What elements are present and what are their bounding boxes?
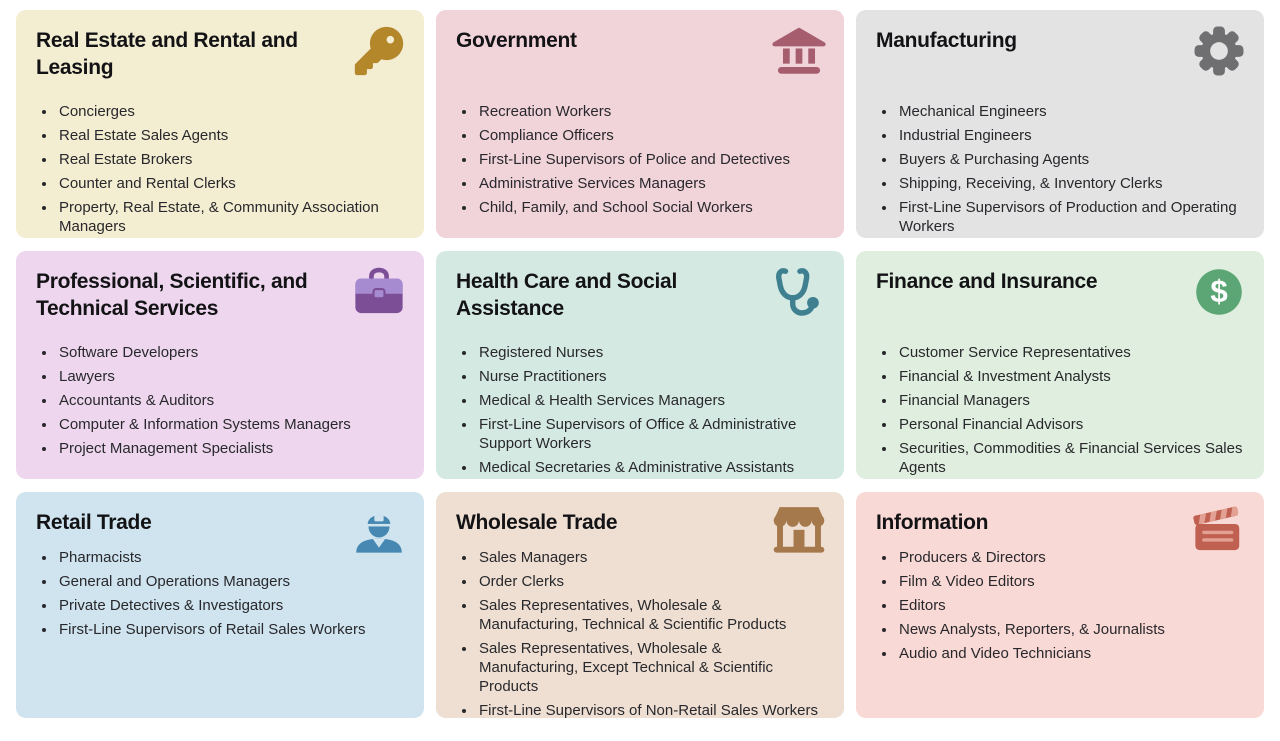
card-title: Professional, Scientific, and Technical Services [36,270,308,320]
occupation-item: • Customer Service Representatives [897,343,1244,362]
occupation-item: • Project Management Specialists [57,439,404,458]
occupation-list [36,548,404,639]
occupation-list [36,343,404,458]
occupation-list [456,343,824,477]
occupation-item: • Editors [897,596,1244,615]
occupation-item: • Real Estate Brokers [57,150,404,169]
occupation-list [36,102,404,236]
occupation-item: • Industrial Engineers [897,126,1244,145]
occupation-item: • Medical Secretaries & Administrative Assistants [477,458,824,477]
occupation-item: • Financial & Investment Analysts [897,367,1244,386]
clapperboard-icon [1192,502,1246,556]
card-header [36,269,404,331]
card-header [36,510,404,537]
card-header [876,269,1244,331]
card-information [856,492,1264,718]
card-professional-services [16,251,424,479]
occupation-item: • Computer & Information Systems Managers [57,415,404,434]
card-header [456,28,824,90]
card-health-care [436,251,844,479]
occupation-item: • First-Line Supervisors of Office & Administrative Support Workers [477,415,824,453]
card-header [876,510,1244,537]
occupation-item: • Concierges [57,102,404,121]
card-finance [856,251,1264,479]
card-manufacturing [856,10,1264,238]
card-title: Manufacturing [876,29,1017,52]
occupation-item: • First-Line Supervisors of Police and Detectives [477,150,824,169]
key-icon [352,24,406,78]
briefcase-icon [352,265,406,319]
occupation-item: • Order Clerks [477,572,824,591]
occupation-item: • Sales Managers [477,548,824,567]
card-header [36,28,404,90]
occupation-item: • Sales Representatives, Wholesale & Manufacturing, Technical & Scientific Products [477,596,824,634]
occupation-item: • First-Line Supervisors of Non-Retail Sales Workers [477,701,824,718]
occupation-item: • First-Line Supervisors of Retail Sales Workers [57,620,404,639]
occupation-list [456,548,824,718]
svg-text:$: $ [1210,274,1228,310]
card-retail-trade [16,492,424,718]
occupation-item: • News Analysts, Reporters, & Journalists [897,620,1244,639]
dollar-icon [1192,265,1246,319]
occupation-item: • Buyers & Purchasing Agents [897,150,1244,169]
occupation-item: • Administrative Services Managers [477,174,824,193]
occupation-item: • Pharmacists [57,548,404,567]
occupation-item: • Shipping, Receiving, & Inventory Clerks [897,174,1244,193]
occupation-item: • Private Detectives & Investigators [57,596,404,615]
gear-icon [1192,24,1246,78]
occupation-list [456,102,824,217]
card-title: Wholesale Trade [456,511,618,534]
occupation-item: • Sales Representatives, Wholesale & Manufacturing, Except Technical & Scientific Products [477,639,824,696]
card-title: Government [456,29,577,52]
occupation-item: • Medical & Health Services Managers [477,391,824,410]
occupation-item: • Accountants & Auditors [57,391,404,410]
occupation-item: • Lawyers [57,367,404,386]
occupation-item: • Personal Financial Advisors [897,415,1244,434]
bank-icon [772,24,826,78]
occupation-item: • Audio and Video Technicians [897,644,1244,663]
stethoscope-icon [772,265,826,319]
card-title: Finance and Insurance [876,270,1098,293]
occupation-item: • Mechanical Engineers [897,102,1244,121]
occupation-list [876,343,1244,477]
occupation-item: • Financial Managers [897,391,1244,410]
card-title: Real Estate and Rental and Leasing [36,29,298,79]
occupation-item: • Nurse Practitioners [477,367,824,386]
card-real-estate [16,10,424,238]
occupation-item: • Film & Video Editors [897,572,1244,591]
occupation-item: • Software Developers [57,343,404,362]
occupation-item: • General and Operations Managers [57,572,404,591]
storefront-icon [772,502,826,556]
occupation-item: • Recreation Workers [477,102,824,121]
card-header [876,28,1244,90]
occupation-item: • Producers & Directors [897,548,1244,567]
occupation-item: • First-Line Supervisors of Production and Operating Workers [897,198,1244,236]
occupation-item: • Counter and Rental Clerks [57,174,404,193]
occupation-item: • Registered Nurses [477,343,824,362]
occupation-list [876,102,1244,236]
occupation-list [876,548,1244,663]
occupation-item: • Child, Family, and School Social Workers [477,198,824,217]
card-title: Retail Trade [36,511,152,534]
card-wholesale-trade [436,492,844,718]
occupation-item: • Real Estate Sales Agents [57,126,404,145]
card-header [456,510,824,537]
card-title: Information [876,511,989,534]
card-title: Health Care and Social Assistance [456,270,677,320]
clerk-icon [352,502,406,556]
card-header [456,269,824,331]
card-government [436,10,844,238]
occupation-item: • Property, Real Estate, & Community Association Managers [57,198,404,236]
occupation-item: • Compliance Officers [477,126,824,145]
occupation-item: • Securities, Commodities & Financial Services Sales Agents [897,439,1244,477]
